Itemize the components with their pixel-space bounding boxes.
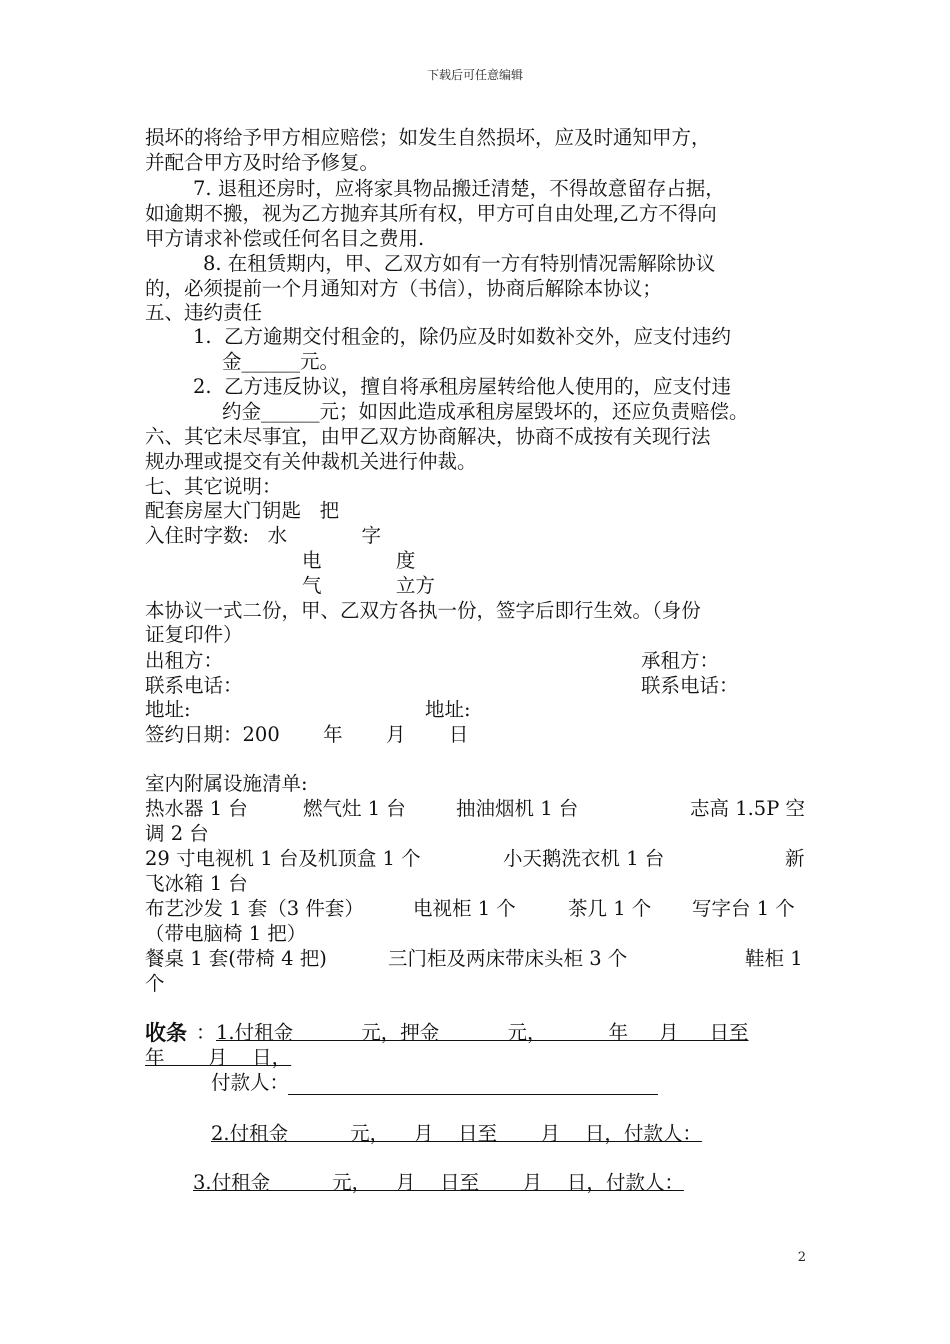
receipt-line-3: 3.付租金 元， 月 日至 月 日，付款人： [193, 1171, 684, 1194]
lessor-label: 出租方： [145, 649, 224, 672]
receipt-line-2: 2.付租金 元， 月 日至 月 日，付款人： [211, 1122, 702, 1145]
text-line: 约金______元；如因此造成承租房屋毁坏的，还应负责赔偿。 [222, 400, 749, 423]
facility-item: 飞冰箱 1 台 [145, 872, 248, 895]
facility-item: 布艺沙发 1 套（3 件套） [145, 897, 364, 920]
phone-label-right: 联系电话： [641, 674, 739, 697]
text-line: 并配合甲方及时给予修复。 [145, 151, 380, 174]
text-line: 本协议一式二份，甲、乙双方各执一份，签字后即行生效。（身份 [145, 599, 701, 622]
text-line: 电 度 [302, 549, 416, 572]
facility-item: 29 寸电视机 1 台及机顶盒 1 个 [145, 847, 421, 870]
facility-item: 茶几 1 个 [568, 897, 652, 920]
facility-item: 电视柜 1 个 [413, 897, 516, 920]
text-line: 1. 乙方逾期交付租金的，除仍应及时如数补交外，应支付违约 [193, 325, 732, 348]
receipt-line-1b: 年 月 日， [145, 1046, 292, 1069]
section-heading: 七、其它说明： [145, 475, 282, 498]
text-line: 入住时字数: 水 字 [145, 524, 382, 547]
facility-item: 三门柜及两床带床头柜 3 个 [388, 947, 628, 970]
text-line: 六、其它未尽事宜，由甲乙双方协商解决，协商不成按有关现行法 [145, 425, 711, 448]
receipt-line-1: 1.付租金 元，押金 元， 年 月 日至 [216, 1021, 749, 1044]
page-number: 2 [797, 1250, 806, 1265]
text-line: 损坏的将给予甲方相应赔偿；如发生自然损坏，应及时通知甲方， [145, 126, 711, 149]
text-line: 金______元。 [222, 350, 340, 373]
page-header: 下载后可任意编辑 [426, 68, 523, 82]
text-line: 2. 乙方违反协议，擅自将承租房屋转给他人使用的，应支付违 [193, 375, 732, 398]
facility-item: 燃气灶 1 台 [303, 797, 406, 820]
lessee-label: 承租方： [641, 649, 720, 672]
facility-item: 志高 1.5P 空 [690, 797, 806, 820]
receipt-colon: ： [196, 1021, 216, 1044]
text-line: 气 立方 [302, 574, 435, 597]
facilities-title: 室内附属设施清单: [145, 772, 308, 795]
phone-label-left: 联系电话： [145, 674, 243, 697]
facility-item: 餐桌 1 套(带椅 4 把) [145, 947, 327, 970]
section-heading: 五、违约责任 [145, 301, 263, 324]
facility-item: 抽油烟机 1 台 [456, 797, 579, 820]
text-line: 证复印件） [145, 623, 243, 646]
facility-item: 写字台 1 个 [692, 897, 795, 920]
facility-item: 个 [145, 972, 165, 995]
text-line: 8. 在租赁期内，甲、乙双方如有一方有特别情况需解除协议 [203, 252, 716, 275]
text-line: 配套房屋大门钥匙 把 [145, 499, 340, 522]
text-line: 如逾期不搬，视为乙方抛弃其所有权，甲方可自由处理,乙方不得向 [145, 202, 717, 225]
facility-item: 调 2 台 [145, 822, 209, 845]
payer-signature-line [288, 1094, 658, 1095]
facility-item: 小天鹅洗衣机 1 台 [503, 847, 665, 870]
facility-item: （带电脑椅 1 把） [145, 922, 307, 945]
facility-item: 热水器 1 台 [145, 797, 248, 820]
text-line: 的，必须提前一个月通知对方（书信），协商后解除本协议； [145, 277, 662, 300]
receipt-label: 收条 [145, 1020, 187, 1045]
facility-item: 新 [785, 847, 805, 870]
signing-date: 签约日期：200 年 月 日 [145, 723, 469, 746]
address-label-right: 地址: [425, 698, 471, 721]
address-label-left: 地址: [145, 698, 191, 721]
payer-label: 付款人： [211, 1071, 290, 1094]
text-line: 7. 退租还房时，应将家具物品搬迁清楚，不得故意留存占据， [193, 177, 725, 200]
text-line: 甲方请求补偿或任何名目之费用. [145, 227, 425, 250]
facility-item: 鞋柜 1 [745, 947, 803, 970]
text-line: 规办理或提交有关仲裁机关进行仲裁。 [145, 450, 477, 473]
